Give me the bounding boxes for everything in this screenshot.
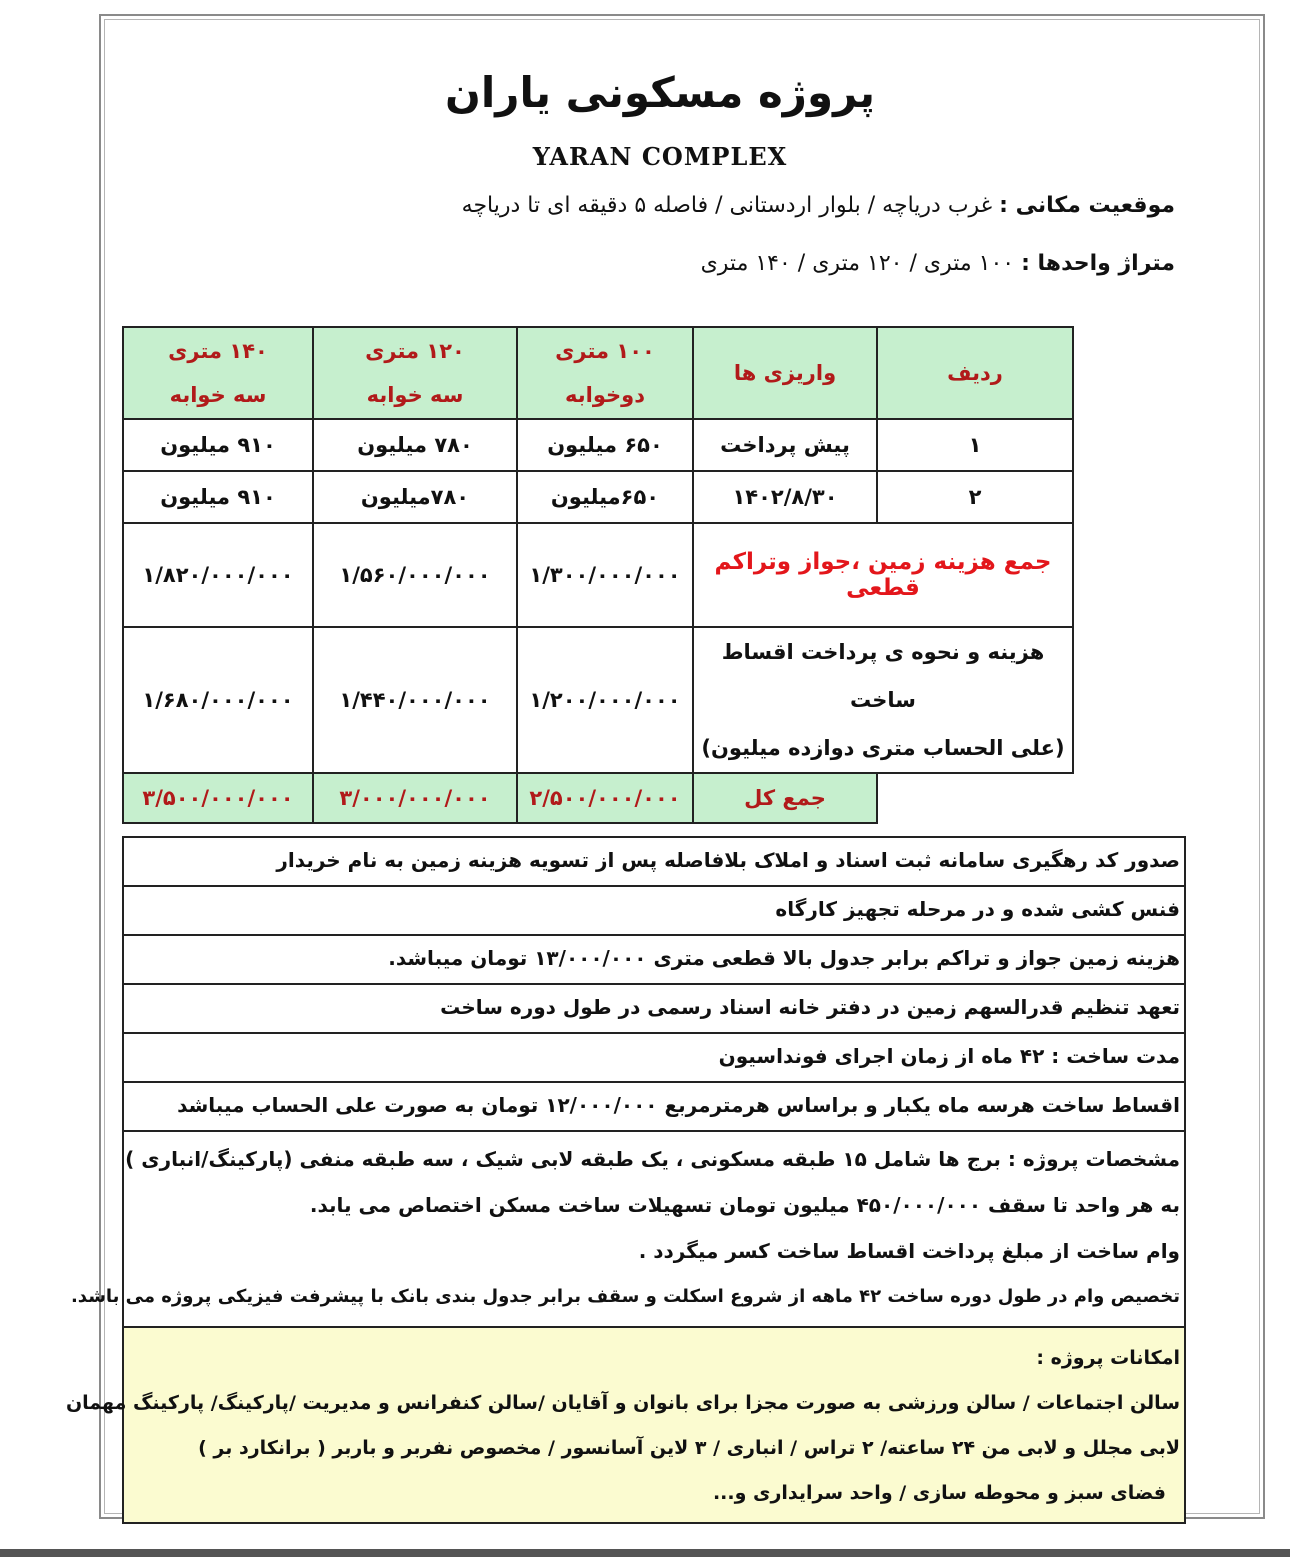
spec-line: مشخصات پروژه : برج ها شامل ۱۵ طبقه مسکونی ، یک طبقه لابی شیک ، سه طبقه منفی (پارکینگ/انباری ): [125, 1147, 1180, 1171]
row-label: ۱۴۰۲/۸/۳۰: [693, 471, 877, 523]
spec-line: تخصیص وام در طول دوره ساخت ۴۲ ماهه از شروع اسکلت و سقف برابر جدول بندی بانک با پیشرفت فیزیکی پروژه می باشد.: [70, 1286, 1180, 1307]
construction-value: ۱/۶۸۰/۰۰۰/۰۰۰: [123, 627, 313, 773]
page-title: پروژه مسکونی یاران: [445, 68, 875, 117]
land-sum-row: [123, 523, 1073, 627]
note-item: فنس کشی شده و در مرحله تجهیز کارگاه: [124, 887, 1184, 936]
total-value: ۳/۰۰۰/۰۰۰/۰۰۰: [313, 773, 517, 823]
specs-block: [70, 1132, 1184, 1328]
unit-type: دوخوابه: [565, 383, 645, 407]
land-sum-value: ۱/۳۰۰/۰۰۰/۰۰۰: [517, 523, 693, 627]
land-sum-value: ۱/۵۶۰/۰۰۰/۰۰۰: [313, 523, 517, 627]
land-sum-label: جمع هزینه زمین ،جواز وتراکم قطعی: [693, 523, 1073, 627]
bottom-bar: [0, 1549, 1290, 1557]
unit-size: ۱۲۰ متری: [365, 339, 465, 363]
notes-box: [65, 836, 1186, 1524]
construction-value: ۱/۴۴۰/۰۰۰/۰۰۰: [313, 627, 517, 773]
land-sum-value: ۱/۸۲۰/۰۰۰/۰۰۰: [123, 523, 313, 627]
location-line: [462, 193, 1175, 218]
row-value: ۶۵۰ میلیون: [517, 419, 693, 471]
table-header-row: [123, 327, 1073, 419]
total-label: جمع کل: [693, 773, 877, 823]
area-label: متراژ واحدها :: [1021, 251, 1175, 276]
note-item: مدت ساخت : ۴۲ ماه از زمان اجرای فونداسیون: [124, 1034, 1184, 1083]
header-unit-100: [517, 327, 693, 419]
total-value: ۲/۵۰۰/۰۰۰/۰۰۰: [517, 773, 693, 823]
spec-line: وام ساخت از مبلغ پرداخت اقساط ساخت کسر میگردد .: [638, 1239, 1180, 1263]
note-item: تعهد تنظیم قدرالسهم زمین در دفتر خانه اسناد رسمی در طول دوره ساخت: [124, 985, 1184, 1034]
note-item: اقساط ساخت هرسه ماه یکبار و براساس هرمترمربع ۱۲/۰۰۰/۰۰۰ تومان به صورت علی الحساب میباشد: [124, 1083, 1184, 1132]
location-label: موقعیت مکانی :: [999, 193, 1175, 218]
amenities-block: [65, 1328, 1184, 1522]
amenities-title: امکانات پروژه :: [1036, 1347, 1180, 1369]
price-table: [122, 326, 1074, 824]
row-number: ۱: [877, 419, 1073, 471]
row-value: ۶۵۰میلیون: [517, 471, 693, 523]
header-unit-120: [313, 327, 517, 419]
unit-type: سه خوابه: [169, 383, 267, 407]
location-value: غرب دریاچه / بلوار اردستانی / فاصله ۵ دقیقه ای تا دریاچه: [461, 193, 993, 218]
construction-label-line2: (علی الحساب متری دوازده میلیون): [701, 736, 1065, 760]
area-value: ۱۰۰ متری / ۱۲۰ متری / ۱۴۰ متری: [700, 251, 1015, 276]
row-number: ۲: [877, 471, 1073, 523]
row-value: ۷۸۰میلیون: [313, 471, 517, 523]
header-unit-140: [123, 327, 313, 419]
note-item: صدور کد رهگیری سامانه ثبت اسناد و املاک بلافاصله پس از تسویه هزینه زمین به نام خریدار: [124, 838, 1184, 887]
unit-size: ۱۰۰ متری: [555, 339, 655, 363]
unit-type: سه خوابه: [366, 383, 464, 407]
construction-label: [693, 627, 1073, 773]
amenities-line: فضای سبز و محوطه سازی / واحد سرایداری و...: [712, 1482, 1166, 1504]
spec-line: به هر واحد تا سقف ۴۵۰/۰۰۰/۰۰۰ میلیون تومان تسهیلات ساخت مسکن اختصاص می یابد.: [309, 1193, 1180, 1217]
unit-size: ۱۴۰ متری: [168, 339, 268, 363]
construction-row: [123, 627, 1073, 773]
construction-value: ۱/۲۰۰/۰۰۰/۰۰۰: [517, 627, 693, 773]
total-row: [123, 773, 1073, 823]
table-row: [123, 419, 1073, 471]
page-subtitle: YARAN COMPLEX: [532, 142, 788, 171]
note-item: هزینه زمین جواز و تراکم برابر جدول بالا قطعی متری ۱۳/۰۰۰/۰۰۰ تومان میباشد.: [124, 936, 1184, 985]
total-value: ۳/۵۰۰/۰۰۰/۰۰۰: [123, 773, 313, 823]
amenities-line: سالن اجتماعات / سالن ورزشی به صورت مجزا برای بانوان و آقایان /سالن کنفرانس و مدیریت /پارکینگ/ پارکینگ مهمان: [65, 1392, 1180, 1414]
row-value: ۷۸۰ میلیون: [313, 419, 517, 471]
row-label: پیش پرداخت: [693, 419, 877, 471]
table-row: [123, 471, 1073, 523]
area-line: [701, 251, 1175, 276]
row-value: ۹۱۰ میلیون: [123, 419, 313, 471]
header-deposits: واریزی ها: [693, 327, 877, 419]
construction-label-line1: هزینه و نحوه ی پرداخت اقساط ساخت: [721, 640, 1045, 712]
amenities-line: لابی مجلل و لابی من ۲۴ ساعته/ ۲ تراس / انباری / ۳ لاین آسانسور / مخصوص نفربر و باربر ( برانکارد بر ): [198, 1437, 1180, 1459]
total-spacer: [877, 773, 1073, 823]
row-value: ۹۱۰ میلیون: [123, 471, 313, 523]
header-row-number: ردیف: [877, 327, 1073, 419]
